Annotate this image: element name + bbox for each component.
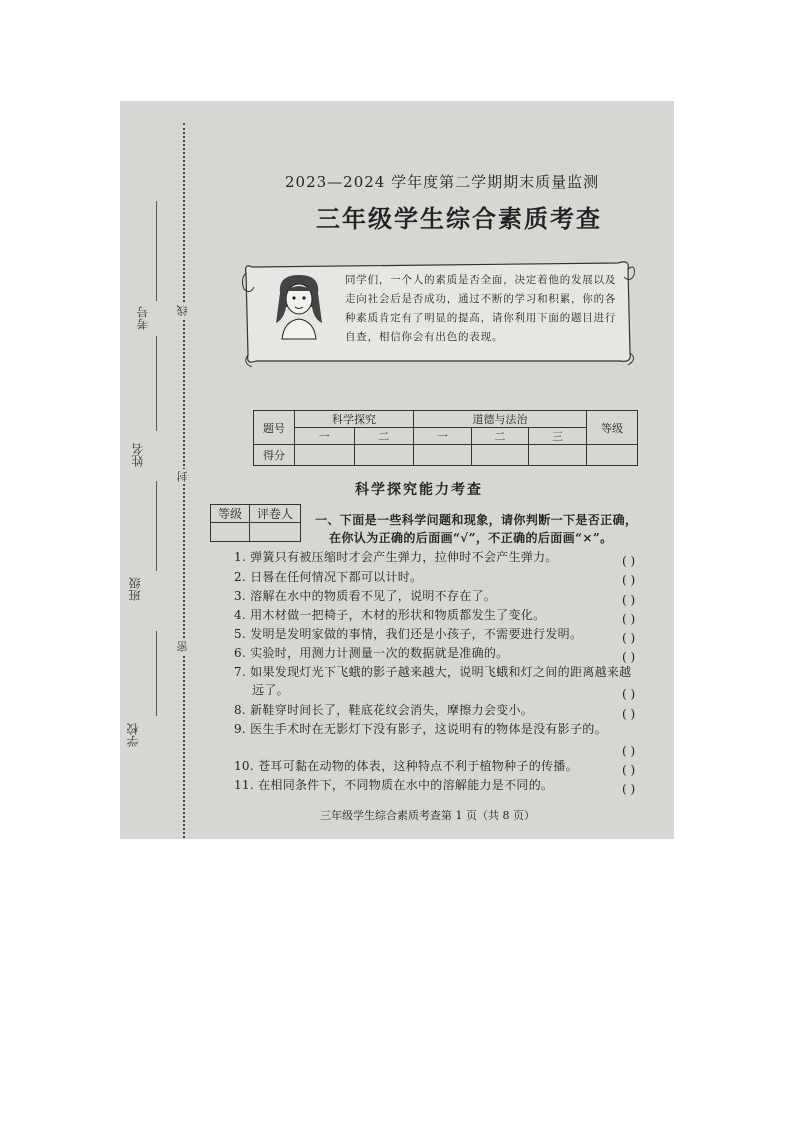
seal-feng-char: 封 bbox=[176, 471, 189, 482]
answer-paren[interactable]: ( ) bbox=[622, 612, 636, 626]
answer-paren[interactable]: ( ) bbox=[622, 573, 636, 587]
grade-table bbox=[210, 504, 301, 542]
question-item: 1. 弹簧只有被压缩时才会产生弹力，拉伸时不会产生弹力。 bbox=[234, 550, 558, 564]
name-label: 姓名 bbox=[131, 443, 145, 467]
score-sub-header: 一 bbox=[295, 428, 355, 445]
question-item: 2. 日晷在任何情况下都可以计时。 bbox=[234, 570, 423, 584]
score-sub-header: 一 bbox=[414, 428, 472, 445]
score-sub-header: 二 bbox=[471, 428, 529, 445]
question-item: 10. 苍耳可黏在动物的体表，这种特点不利于植物种子的传播。 bbox=[234, 759, 578, 773]
question-item-continued: 远了。 bbox=[252, 683, 289, 697]
answer-paren[interactable]: ( ) bbox=[622, 707, 636, 721]
class-blank bbox=[156, 481, 157, 571]
score-table-science: 科学探究 bbox=[295, 411, 414, 428]
seal-line-char: 线 bbox=[176, 305, 189, 316]
name-blank bbox=[156, 336, 157, 431]
section-title: 科学探究能力考查 bbox=[355, 482, 483, 498]
score-table-score-label: 得分 bbox=[254, 445, 295, 466]
answer-paren[interactable]: ( ) bbox=[622, 763, 636, 777]
answer-paren[interactable]: ( ) bbox=[622, 554, 636, 568]
grade-cell[interactable] bbox=[211, 523, 250, 542]
question-item: 8. 新鞋穿时间长了，鞋底花纹会消失，摩擦力会变小。 bbox=[234, 703, 534, 717]
class-label: 班级 bbox=[128, 577, 142, 601]
part1-instruction bbox=[315, 511, 674, 547]
school-blank bbox=[156, 631, 157, 716]
exam-paper bbox=[120, 101, 674, 839]
score-sub-header: 三 bbox=[529, 428, 587, 445]
score-sub-header: 二 bbox=[354, 428, 414, 445]
question-item: 6. 实验时，用测力计测量一次的数据就是准确的。 bbox=[234, 646, 509, 660]
answer-paren[interactable]: ( ) bbox=[622, 650, 636, 664]
exam-no-blank bbox=[156, 201, 157, 301]
answer-paren[interactable]: ( ) bbox=[622, 744, 636, 758]
score-cell[interactable] bbox=[295, 445, 355, 466]
question-item: 4. 用木材做一把椅子，木材的形状和物质都发生了变化。 bbox=[234, 608, 546, 622]
score-table-grade: 等级 bbox=[587, 411, 638, 445]
exam-subtitle: 2023—2024 学年度第二学期期末质量监测 bbox=[285, 173, 600, 191]
school-label: 学校 bbox=[126, 723, 140, 747]
seal-mi-char: 密 bbox=[176, 641, 189, 652]
reviewer-label: 评卷人 bbox=[250, 505, 301, 523]
question-item: 9. 医生手术时在无影灯下没有影子，这说明有的物体是没有影子的。 bbox=[234, 722, 607, 736]
instruction-line-2: 在你认为正确的后面画“√”，不正确的后面画“×”。 bbox=[329, 531, 613, 545]
score-cell[interactable] bbox=[414, 445, 472, 466]
exam-no-label: 考号 bbox=[136, 306, 150, 330]
score-cell[interactable] bbox=[587, 445, 638, 466]
grade-label: 等级 bbox=[211, 505, 250, 523]
girl-illustration bbox=[270, 271, 328, 341]
answer-paren[interactable]: ( ) bbox=[622, 782, 636, 796]
score-table bbox=[253, 410, 638, 466]
score-cell[interactable] bbox=[354, 445, 414, 466]
question-item: 5. 发明是发明家做的事情，我们还是小孩子，不需要进行发明。 bbox=[234, 627, 583, 641]
instruction-line-1: 一、下面是一些科学问题和现象，请你判断一下是否正确， bbox=[315, 513, 638, 527]
score-table-morality: 道德与法治 bbox=[414, 411, 587, 428]
question-item: 3. 溶解在水中的物质看不见了，说明不存在了。 bbox=[234, 589, 497, 603]
score-cell[interactable] bbox=[529, 445, 587, 466]
answer-paren[interactable]: ( ) bbox=[622, 631, 636, 645]
score-table-tihao: 题号 bbox=[254, 411, 295, 445]
exam-title: 三年级学生综合素质考查 bbox=[316, 204, 602, 233]
intro-text: 同学们，一个人的素质是否全面，决定着他的发展以及走向社会后是否成功，通过不断的学习和积累，你的各种素质肯定有了明显的提高，请你利用下面的题目进行自查，相信你会有出色的表现。 bbox=[345, 274, 617, 343]
answer-paren[interactable]: ( ) bbox=[622, 687, 636, 701]
page-footer: 三年级学生综合素质考查第 1 页（共 8 页） bbox=[320, 809, 535, 822]
answer-paren[interactable]: ( ) bbox=[622, 593, 636, 607]
question-item: 7. 如果发现灯光下飞蛾的影子越来越大，说明飞蛾和灯之间的距离越来越 bbox=[234, 665, 632, 679]
question-item: 11. 在相同条件下，不同物质在水中的溶解能力是不同的。 bbox=[234, 778, 554, 792]
reviewer-cell[interactable] bbox=[250, 523, 301, 542]
score-cell[interactable] bbox=[471, 445, 529, 466]
